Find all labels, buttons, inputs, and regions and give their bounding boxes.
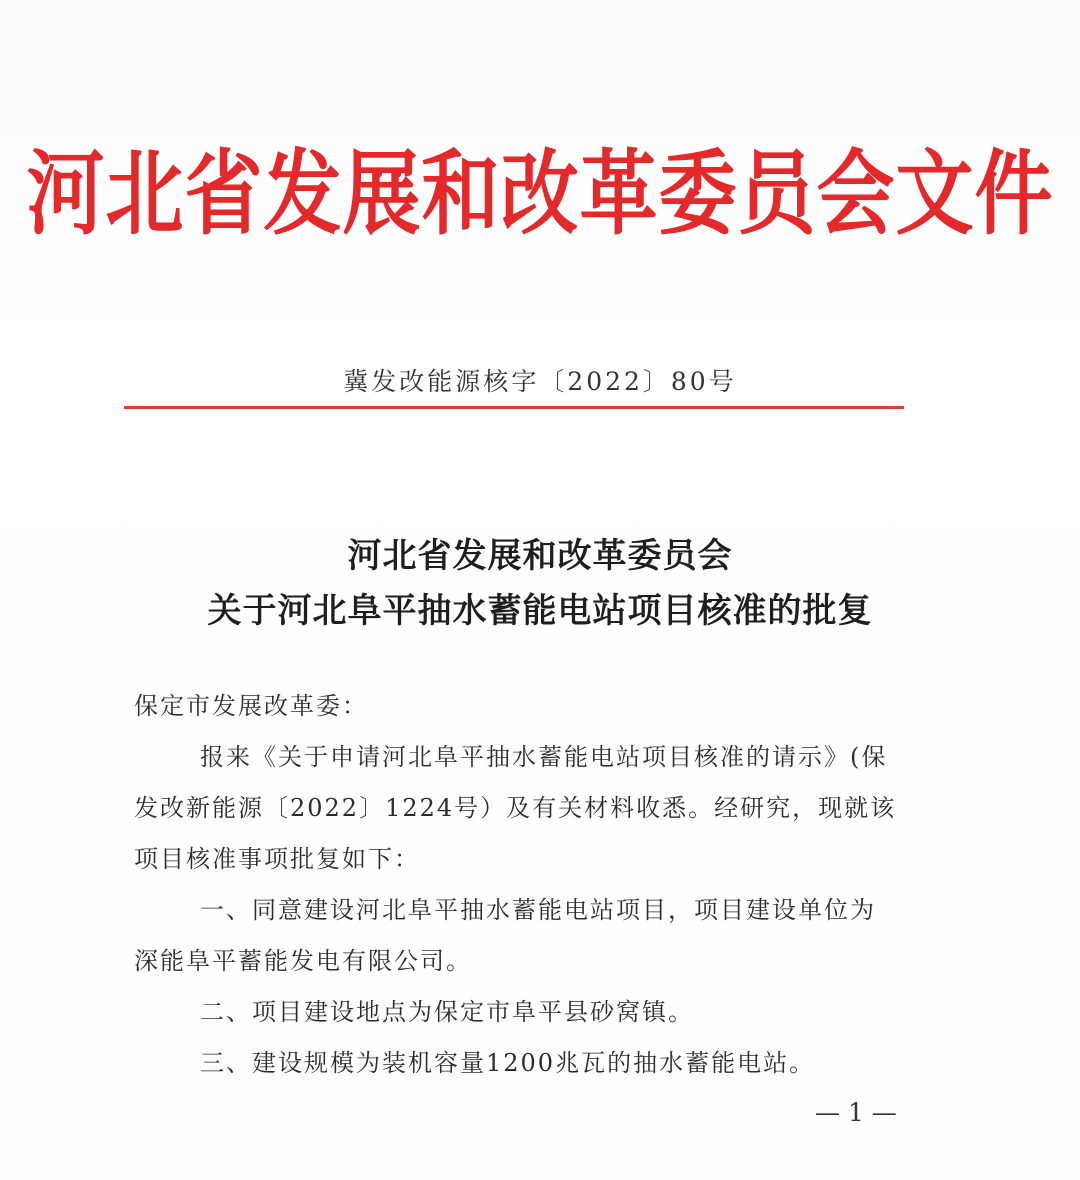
body-line-6: 二、项目建设地点为保定市阜平县砂窝镇。 bbox=[200, 998, 694, 1026]
body-line-2: 发改新能源〔2022〕1224号）及有关材料收悉。经研究，现就该 bbox=[134, 794, 897, 822]
issuer-header-title: 河北省发展和改革委员会文件 bbox=[26, 141, 1054, 248]
page-number: — 1 — bbox=[815, 1098, 897, 1127]
body-line-3: 项目核准事项批复如下： bbox=[134, 845, 420, 873]
document-title-line1: 河北省发展和改革委员会 bbox=[347, 536, 733, 576]
red-divider-line bbox=[124, 406, 904, 409]
body-line-5: 深能阜平蓄能发电有限公司。 bbox=[134, 947, 472, 975]
document-title-line2: 关于河北阜平抽水蓄能电站项目核准的批复 bbox=[207, 591, 873, 631]
body-line-7: 三、建设规模为装机容量1200兆瓦的抽水蓄能电站。 bbox=[200, 1049, 816, 1077]
document-number: 冀发改能源核字〔2022〕80号 bbox=[343, 367, 737, 396]
body-line-4: 一、同意建设河北阜平抽水蓄能电站项目，项目建设单位为 bbox=[200, 896, 876, 924]
salutation: 保定市发展改革委： bbox=[134, 692, 368, 720]
body-line-1: 报来《关于申请河北阜平抽水蓄能电站项目核准的请示》(保 bbox=[200, 743, 888, 771]
